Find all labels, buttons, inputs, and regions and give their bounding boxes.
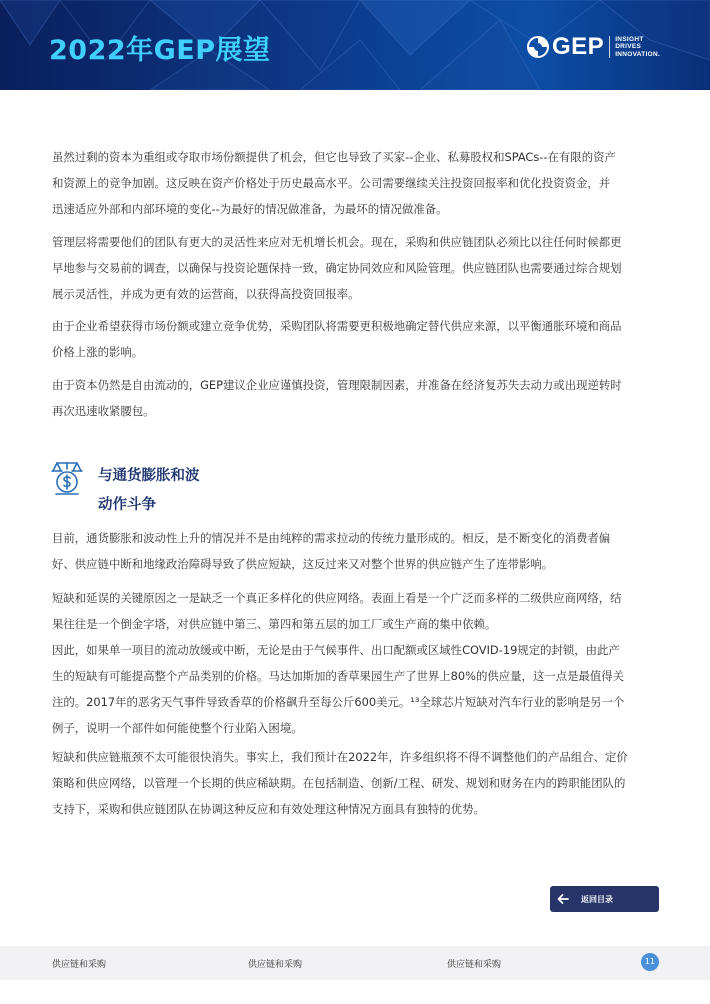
section-title-line: 与通货膨胀和波 xyxy=(98,468,200,484)
logo-divider xyxy=(609,36,610,58)
gep-logo xyxy=(527,32,660,62)
page-header xyxy=(0,0,710,90)
arrow-left-icon xyxy=(557,894,569,904)
body-paragraph xyxy=(52,525,662,577)
money-scale-icon xyxy=(48,459,86,499)
text-line: 再次迅速收紧腰包。 xyxy=(52,404,155,418)
intro-paragraph xyxy=(52,313,662,365)
return-to-contents-button[interactable] xyxy=(550,886,659,912)
page-footer xyxy=(0,946,710,980)
section-heading xyxy=(98,462,200,520)
gep-swirl-icon xyxy=(527,36,549,58)
logo-tagline-line: DRIVES xyxy=(615,43,642,51)
text-line: 短缺和供应链瓶颈不太可能很快消失。事实上，我们预计在2022年，许多组织将不得不调整他们的产品组合、定价 xyxy=(52,750,628,764)
text-line: 果往往是一个倒金字塔，对供应链中第三、第四和第五层的加工厂或生产商的集中依赖。 xyxy=(52,617,497,631)
text-line: 由于企业希望获得市场份额或建立竞争优势，采购团队将需要更积极地确定替代供应来源，以平衡通胀环境和商品 xyxy=(52,319,622,333)
intro-paragraph xyxy=(52,229,662,307)
intro-paragraph xyxy=(52,372,662,424)
intro-paragraph xyxy=(52,144,662,222)
document-title: 2022年GEP展望 xyxy=(49,35,271,66)
text-line: 策略和供应网络，以管理一个长期的供应稀缺期。在包括制造、创新/工程、研发、规划和财务在内的跨职能团队的 xyxy=(52,776,626,790)
text-line: 生的短缺有可能提高整个产品类别的价格。马达加斯加的香草果园生产了世界上80%的供应量，这一点是最值得关 xyxy=(52,669,625,683)
footer-label: 供应链和采购 xyxy=(447,960,502,970)
text-line: 因此，如果单一项目的流动放缓或中断，无论是由于气候事件、出口配额或区域性COVID-19规定的封锁，由此产 xyxy=(52,643,620,657)
footer-label: 供应链和采购 xyxy=(248,960,303,970)
text-line: 注的。2017年的恶劣天气事件导致香草的价格飙升至每公斤600美元。¹³全球芯片短缺对汽车行业的影响是另一个 xyxy=(52,695,625,709)
text-line: 支持下，采购和供应链团队在协调这种反应和有效处理这种情况方面具有独特的优势。 xyxy=(52,802,485,816)
text-line: 例子，说明一个部件如何能使整个行业陷入困境。 xyxy=(52,721,303,735)
body-paragraph xyxy=(52,744,662,822)
text-line: 短缺和延误的关键原因之一是缺乏一个真正多样化的供应网络。表面上看是一个广泛而多样的二级供应商网络，结 xyxy=(52,591,622,605)
logo-text: GEP xyxy=(552,33,605,60)
text-line: 迅速适应外部和内部环境的变化--为最好的情况做准备，为最坏的情况做准备。 xyxy=(52,202,448,216)
logo-tagline-line: INNOVATION. xyxy=(615,50,661,58)
text-line: 目前，通货膨胀和波动性上升的情况并不是由纯粹的需求拉动的传统力量形成的。相反，是不断变化的消费者偏 xyxy=(52,531,611,545)
section-title-line: 动作斗争 xyxy=(98,497,156,513)
text-line: 虽然过剩的资本为重组或夺取市场份额提供了机会，但它也导致了买家--企业、私募股权和SPACs--在有限的资产 xyxy=(52,150,616,164)
body-paragraph xyxy=(52,585,662,741)
logo-tagline xyxy=(615,36,660,59)
text-line: 由于资本仍然是自由流动的，GEP建议企业应谨慎投资，管理限制因素，并准备在经济复苏失去动力或出现逆转时 xyxy=(52,378,622,392)
text-line: 好、供应链中断和地缘政治障碍导致了供应短缺，这反过来又对整个世界的供应链产生了连带影响。 xyxy=(52,557,554,571)
text-line: 展示灵活性，并成为更有效的运营商，以获得高投资回报率。 xyxy=(52,287,360,301)
text-line: 早地参与交易前的调查，以确保与投资论题保持一致，确定协同效应和风险管理。供应链团队也需要通过综合规划 xyxy=(52,261,622,275)
text-line: 和资源上的竞争加剧。这反映在资产价格处于历史最高水平。公司需要继续关注投资回报率和优化投资资金，并 xyxy=(52,176,611,190)
page-number-badge: 11 xyxy=(641,953,659,971)
return-button-label: 返回目录 xyxy=(581,894,613,904)
footer-label: 供应链和采购 xyxy=(52,960,107,970)
logo-tagline-line: INSIGHT xyxy=(615,35,644,43)
text-line: 价格上涨的影响。 xyxy=(52,345,144,359)
text-line: 管理层将需要他们的团队有更大的灵活性来应对无机增长机会。现在，采购和供应链团队必须比以往任何时候都更 xyxy=(52,235,622,249)
